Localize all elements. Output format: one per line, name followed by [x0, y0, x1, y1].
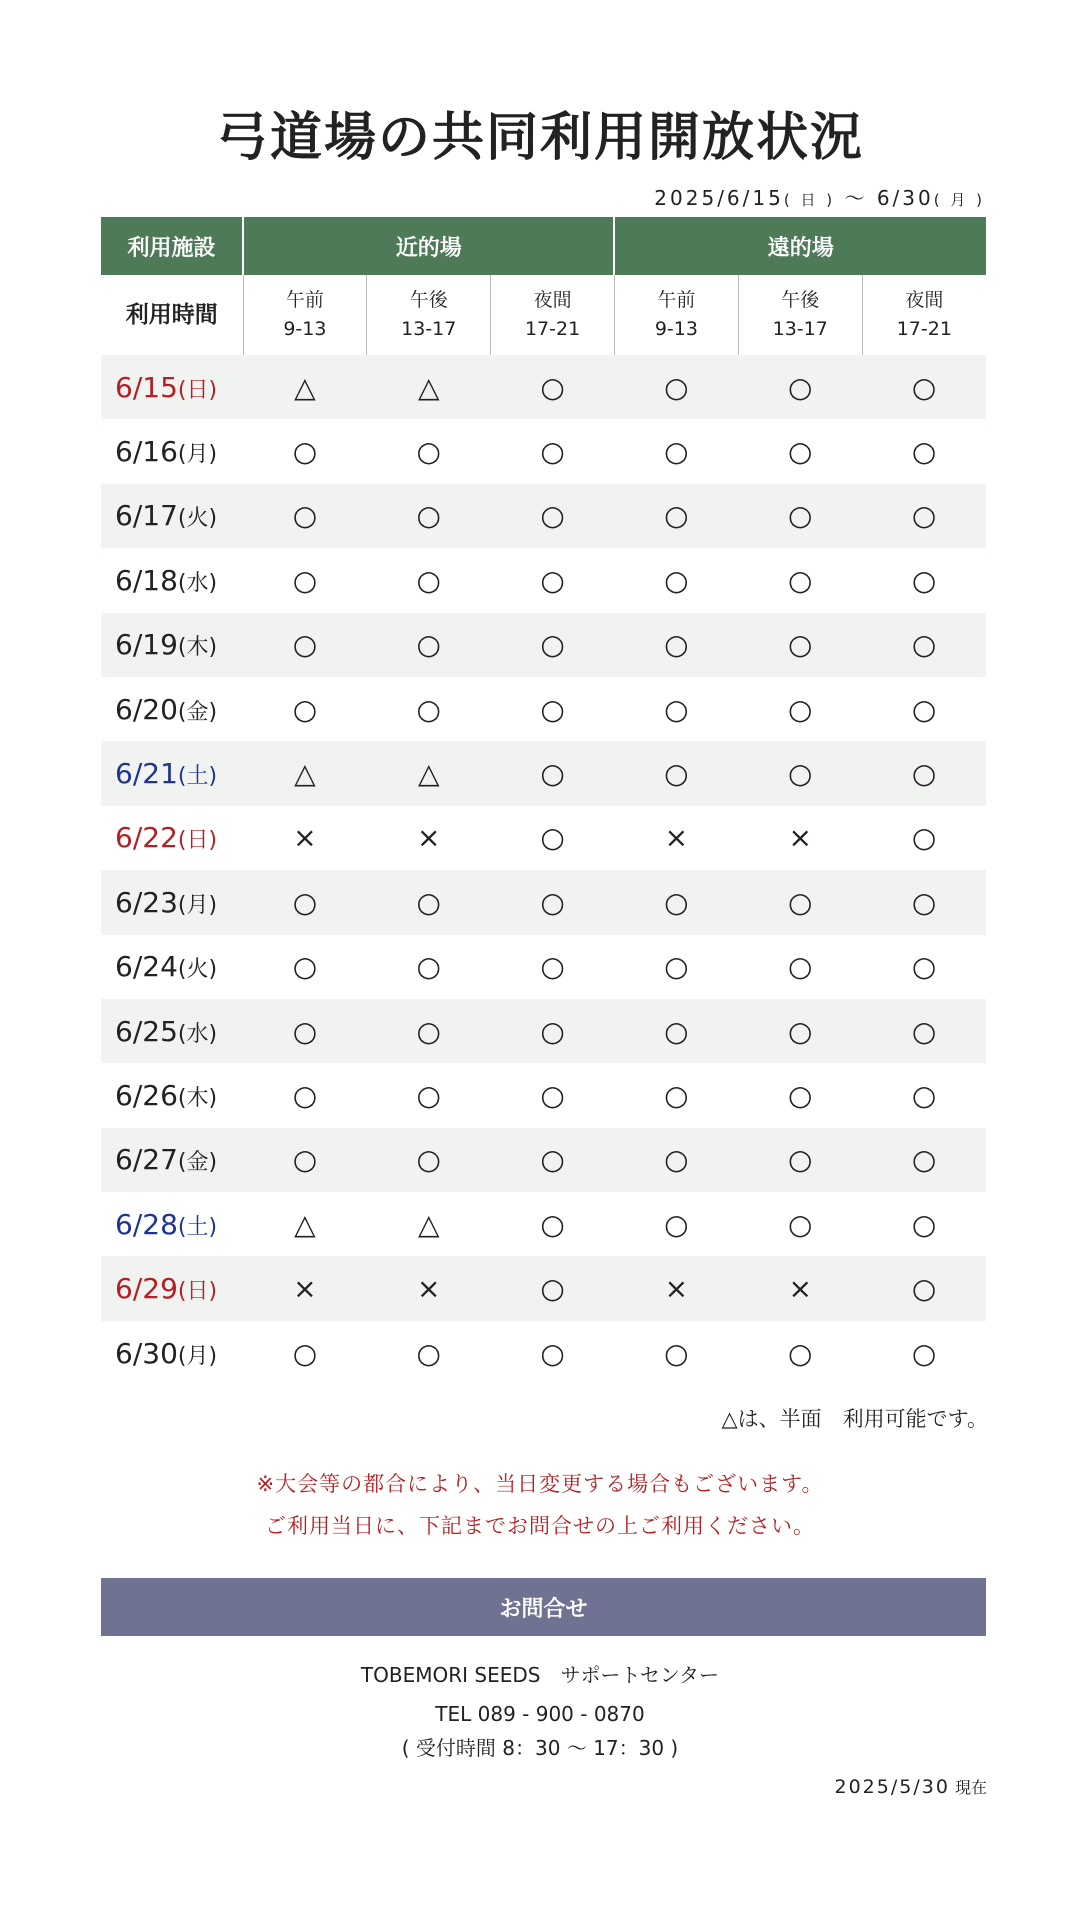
date-text: 6/23	[115, 885, 178, 919]
time-label: 利用時間	[125, 301, 218, 328]
notice-line-2: ご利用当日に、下記までお問合せの上ご利用ください。	[265, 1514, 815, 1538]
availability-cell: ○	[664, 563, 689, 597]
weekday-text: (日)	[177, 377, 218, 403]
availability-cell: ○	[788, 1078, 813, 1112]
availability-cell: ○	[911, 435, 937, 469]
availability-cell: ○	[788, 563, 813, 597]
weekday-text: (月)	[177, 1343, 218, 1369]
row-date	[101, 999, 243, 1063]
availability-cell: ○	[738, 613, 862, 677]
weekday-text: (月)	[177, 442, 218, 468]
availability-cell: ○	[664, 692, 689, 726]
availability-cell: ○	[540, 1336, 565, 1370]
schedule-body	[101, 355, 986, 1385]
slot-header	[614, 275, 738, 355]
table-row	[101, 613, 986, 677]
availability-cell: ×	[788, 821, 812, 855]
slot-name: 午後	[409, 289, 448, 311]
slot-hours: 9-13	[654, 318, 698, 340]
availability-cell: ○	[738, 999, 862, 1063]
date-text: 6/15	[115, 370, 178, 404]
availability-cell: ○	[243, 870, 367, 934]
as-of-date	[834, 1775, 987, 1798]
availability-cell: ○	[367, 484, 491, 548]
availability-cell: ○	[491, 870, 615, 934]
as-of-suffix: 現在	[949, 1778, 987, 1797]
availability-cell: ○	[367, 1128, 491, 1192]
slot-name: 夜間	[533, 289, 572, 311]
availability-cell: ○	[862, 741, 986, 805]
availability-cell: ○	[614, 870, 738, 934]
row-date	[101, 419, 243, 483]
facility-label: 利用施設	[101, 217, 243, 275]
availability-cell: ○	[491, 355, 615, 419]
weekday-text: (水)	[177, 1021, 218, 1047]
contact-org: TOBEMORI SEEDS サポートセンター	[360, 1663, 720, 1687]
slot-header	[738, 275, 862, 355]
period-start: 2025/6/15	[654, 186, 784, 210]
availability-cell: ○	[540, 563, 565, 597]
availability-cell: ○	[862, 355, 986, 419]
availability-cell: ○	[416, 950, 441, 984]
weekday-text: (火)	[177, 506, 218, 532]
availability-cell: ○	[540, 950, 565, 984]
slot-header	[367, 275, 491, 355]
venue-kinteki: 近的場	[243, 217, 614, 275]
table-row	[101, 1321, 986, 1385]
availability-cell: ○	[540, 692, 565, 726]
availability-cell: ○	[664, 950, 689, 984]
weekday-text: (水)	[177, 570, 218, 596]
availability-cell: ○	[540, 821, 565, 855]
date-text: 6/19	[115, 628, 178, 662]
availability-cell: ○	[911, 1336, 937, 1370]
availability-cell: ○	[491, 613, 615, 677]
availability-cell: ○	[911, 692, 937, 726]
table-row	[101, 677, 986, 741]
availability-cell: ○	[491, 999, 615, 1063]
availability-cell: ○	[862, 1128, 986, 1192]
availability-cell: ×	[664, 821, 689, 855]
availability-cell: ×	[614, 1256, 738, 1320]
period-end: 6/30	[876, 186, 934, 210]
availability-cell: ○	[292, 1078, 318, 1112]
availability-cell: ○	[664, 1078, 689, 1112]
date-text: 6/26	[115, 1078, 178, 1112]
availability-cell: ○	[614, 355, 738, 419]
availability-cell: △	[243, 741, 367, 805]
availability-cell: ○	[738, 870, 862, 934]
row-date	[101, 548, 243, 612]
availability-cell: ○	[664, 1336, 689, 1370]
availability-cell: ○	[292, 435, 318, 469]
table-row	[101, 1063, 986, 1127]
table-row	[101, 999, 986, 1063]
availability-cell: ○	[738, 741, 862, 805]
availability-cell: ○	[788, 950, 813, 984]
row-date	[101, 484, 243, 548]
slot-hours: 17-21	[896, 318, 952, 340]
table-row	[101, 806, 986, 870]
availability-cell: ○	[862, 613, 986, 677]
page-title: 弓道場の共同利用開放状況	[215, 108, 864, 168]
availability-cell: ○	[614, 999, 738, 1063]
row-date	[101, 677, 243, 741]
availability-cell: ○	[416, 563, 441, 597]
availability-cell: ○	[614, 1128, 738, 1192]
date-text: 6/16	[115, 435, 178, 469]
table-row	[101, 548, 986, 612]
availability-cell: ○	[243, 613, 367, 677]
weekday-text: (土)	[177, 764, 218, 790]
availability-cell: ○	[738, 1128, 862, 1192]
slot-name: 夜間	[905, 289, 944, 311]
date-text: 6/30	[115, 1336, 178, 1370]
table-row	[101, 1256, 986, 1320]
weekday-text: (金)	[177, 1150, 218, 1176]
weekday-text: (月)	[177, 892, 218, 918]
as-of-value: 2025/5/30	[834, 1776, 950, 1798]
availability-cell: ○	[614, 484, 738, 548]
weekday-text: (日)	[177, 828, 218, 854]
period-range	[654, 182, 985, 211]
weekday-text: (木)	[177, 1085, 218, 1111]
period-end-dow: ( 月 )	[933, 191, 985, 209]
table-row	[101, 1128, 986, 1192]
row-date	[101, 1321, 243, 1385]
legend-note: △は、半面 利用可能です。	[721, 1407, 988, 1431]
date-text: 6/28	[115, 1207, 178, 1241]
date-text: 6/17	[115, 499, 178, 533]
availability-cell: ○	[540, 1207, 565, 1241]
row-date	[101, 1256, 243, 1320]
contact-header: お問合せ	[101, 1578, 986, 1636]
date-text: 6/20	[115, 692, 178, 726]
availability-cell: ○	[540, 435, 565, 469]
availability-cell: ○	[367, 870, 491, 934]
weekday-text: (土)	[177, 1214, 218, 1240]
slot-header	[862, 275, 986, 355]
availability-cell: ○	[292, 950, 318, 984]
availability-cell: ○	[788, 692, 813, 726]
row-date	[101, 613, 243, 677]
availability-cell: ×	[367, 1256, 491, 1320]
availability-cell: ○	[491, 1256, 615, 1320]
slot-hours: 13-17	[772, 318, 828, 340]
row-date	[101, 355, 243, 419]
availability-cell: ○	[491, 484, 615, 548]
availability-cell: ○	[664, 435, 689, 469]
availability-cell: ○	[911, 950, 937, 984]
availability-cell: ○	[292, 563, 318, 597]
availability-cell: ○	[416, 1336, 441, 1370]
availability-cell: ○	[614, 613, 738, 677]
availability-cell: ○	[911, 1078, 937, 1112]
availability-cell: ○	[788, 1207, 813, 1241]
row-date	[101, 1192, 243, 1256]
row-date	[101, 741, 243, 805]
slot-hours: 17-21	[524, 318, 581, 340]
availability-cell: ×	[738, 1256, 862, 1320]
availability-cell: △	[417, 1207, 440, 1241]
date-text: 6/22	[115, 821, 178, 855]
availability-cell: △	[243, 355, 367, 419]
availability-cell: ○	[862, 870, 986, 934]
availability-cell: ○	[243, 484, 367, 548]
weekday-text: (火)	[177, 957, 218, 983]
availability-cell: ○	[491, 1128, 615, 1192]
availability-cell: ×	[243, 1256, 367, 1320]
availability-cell: ○	[292, 692, 318, 726]
contact-tel: TEL 089 - 900 - 0870	[435, 1702, 645, 1726]
availability-cell: ×	[417, 821, 441, 855]
availability-cell: △	[294, 1207, 316, 1241]
availability-table	[101, 217, 986, 1385]
availability-cell: ○	[738, 484, 862, 548]
row-date	[101, 1063, 243, 1127]
slot-name: 午前	[657, 289, 696, 311]
table-row	[101, 419, 986, 483]
row-date	[101, 870, 243, 934]
weekday-text: (日)	[177, 1279, 218, 1305]
availability-cell: ○	[788, 435, 813, 469]
date-text: 6/21	[115, 757, 178, 791]
header-row-times	[101, 275, 986, 355]
row-date	[101, 806, 243, 870]
row-date	[101, 1128, 243, 1192]
date-text: 6/29	[115, 1272, 178, 1306]
weekday-text: (木)	[177, 635, 218, 661]
availability-cell: ○	[416, 1078, 441, 1112]
slot-name: 午後	[781, 289, 820, 311]
availability-cell: ○	[367, 999, 491, 1063]
notice-line-1: ※大会等の都合により、当日変更する場合もございます。	[256, 1472, 824, 1496]
availability-cell: ○	[862, 999, 986, 1063]
date-text: 6/25	[115, 1014, 178, 1048]
availability-cell: ○	[243, 1128, 367, 1192]
availability-cell: ○	[292, 1336, 318, 1370]
availability-cell: ○	[243, 999, 367, 1063]
availability-cell: ×	[293, 821, 317, 855]
venue-enteki: 遠的場	[614, 217, 986, 275]
date-text: 6/27	[115, 1143, 178, 1177]
weekday-text: (金)	[177, 699, 218, 725]
slot-header	[243, 275, 367, 355]
slot-hours: 9-13	[283, 318, 327, 340]
period-start-dow: ( 日 )	[783, 191, 836, 209]
date-text: 6/18	[115, 563, 178, 597]
availability-cell: ○	[491, 741, 615, 805]
slot-hours: 13-17	[401, 318, 457, 340]
table-row	[101, 935, 986, 999]
availability-cell: ○	[738, 355, 862, 419]
date-text: 6/24	[115, 950, 178, 984]
availability-cell: △	[367, 355, 491, 419]
availability-cell: ○	[862, 484, 986, 548]
table-row	[101, 484, 986, 548]
slot-name: 午前	[285, 289, 324, 311]
table-row	[101, 355, 986, 419]
slot-header	[491, 275, 615, 355]
availability-cell: ○	[416, 692, 441, 726]
table-row	[101, 870, 986, 934]
table-row	[101, 741, 986, 805]
availability-cell: ○	[614, 741, 738, 805]
availability-cell: ○	[788, 1336, 813, 1370]
table-row	[101, 1192, 986, 1256]
contact-hours: ( 受付時間 8：30 〜 17：30 )	[401, 1736, 679, 1760]
availability-cell: ○	[664, 1207, 689, 1241]
period-sep: 〜	[835, 186, 877, 210]
availability-cell: ○	[911, 563, 937, 597]
availability-cell: ○	[911, 1207, 937, 1241]
availability-cell: △	[367, 741, 491, 805]
availability-cell: ○	[540, 1078, 565, 1112]
availability-cell: ○	[416, 435, 441, 469]
availability-cell: ○	[367, 613, 491, 677]
availability-cell: ○	[911, 821, 937, 855]
row-date	[101, 935, 243, 999]
availability-cell: ○	[862, 1256, 986, 1320]
header-row-facilities	[101, 217, 986, 275]
